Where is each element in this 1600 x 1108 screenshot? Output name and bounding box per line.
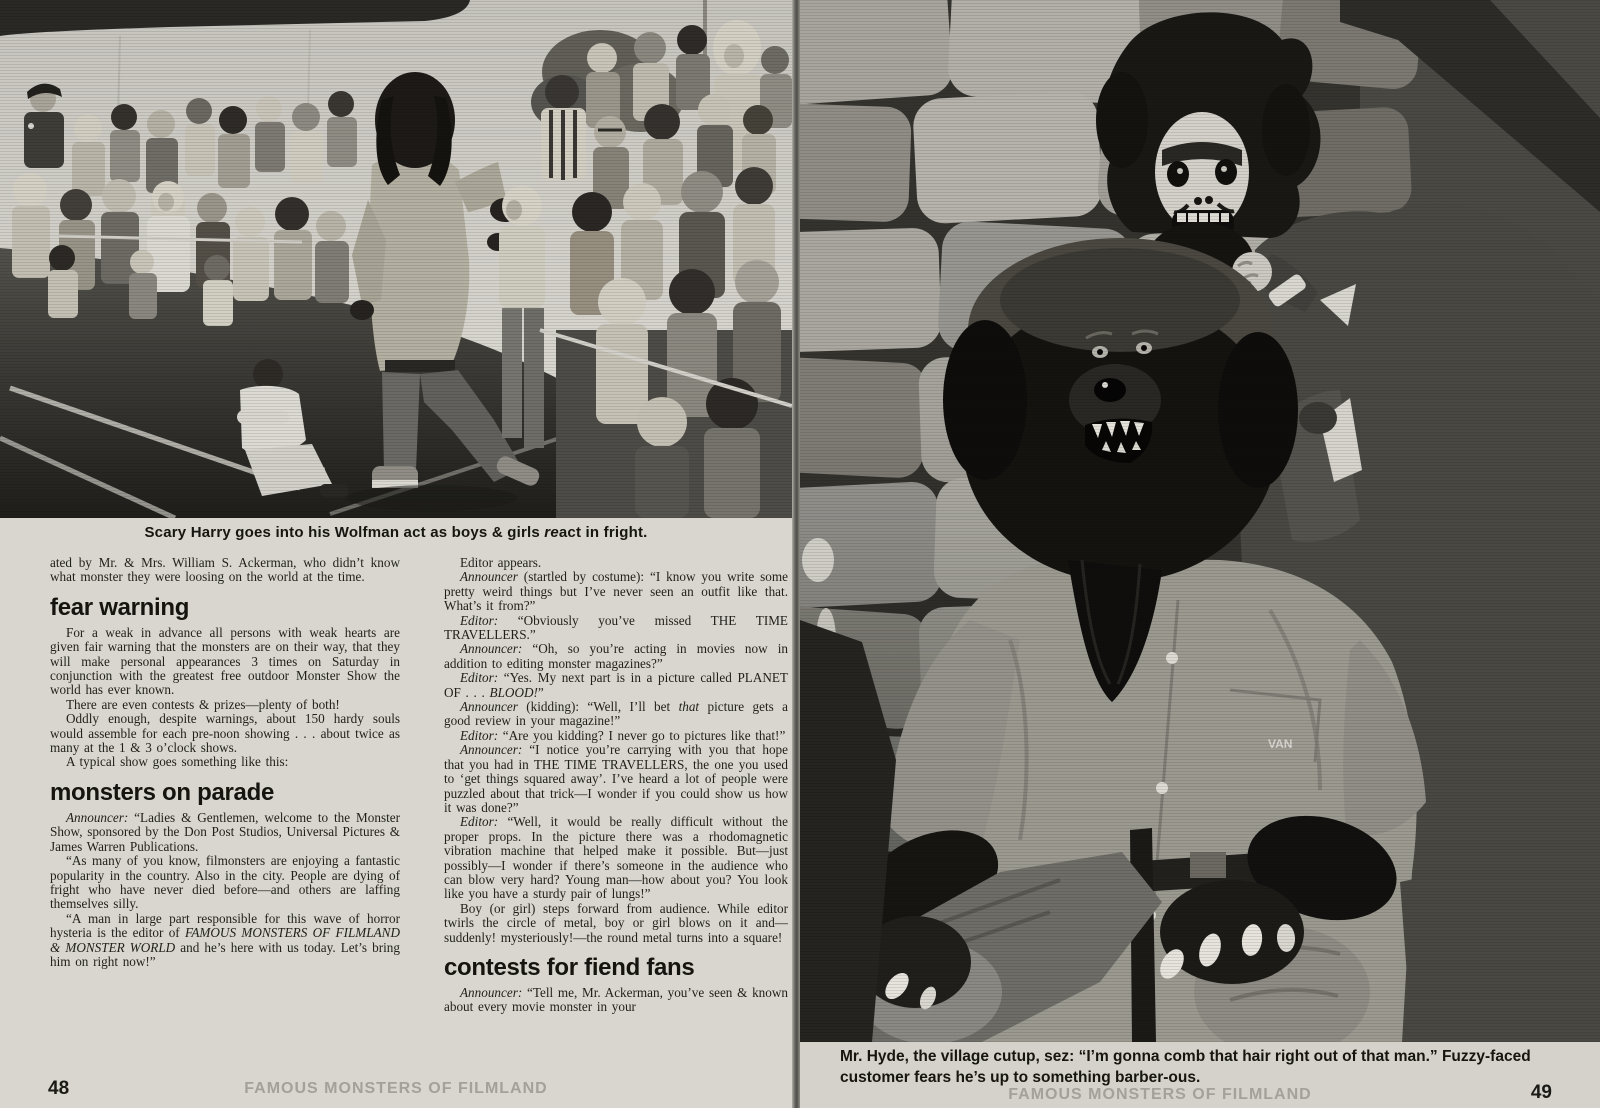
article-paragraph: “A man in large part responsible for this wave of horror hysteria is the editor of FAMOUS MONSTERS OF FILMLAND & MONSTER WORLD and he’s here with us today. Let’s bring him on right now!” <box>50 910 400 969</box>
left-photo-caption: Scary Harry goes into his Wolfman act as boys & girls react in fright. <box>144 524 648 541</box>
hyde-wolfman-photo-art <box>800 0 1600 1042</box>
article-paragraph: Editor: “Are you kidding? I never go to pictures like that!” <box>460 727 786 743</box>
article-column-2 <box>444 556 788 1015</box>
article-paragraph: “As many of you know, filmonsters are enjoying a fantastic popularity in the country. Also in the city. People are dying of fright who have never died before—and others are laffing themselves silly. <box>50 853 400 912</box>
section-heading: monsters on parade <box>50 778 274 806</box>
article-paragraph: Oddly enough, despite warnings, about 150 hardy souls would assemble for each pre-noon showing . . . about twice as many at the 1 & 3 o’clock shows. <box>50 711 400 756</box>
hyde-wolfman-photo <box>800 0 1600 1042</box>
article-column-1 <box>50 556 400 1015</box>
article-paragraph: There are even contests & prizes—plenty of both! <box>66 696 340 712</box>
page-number-right: 49 <box>1530 1082 1552 1103</box>
page-gutter <box>792 0 800 1108</box>
page-48 <box>0 0 792 1108</box>
article-paragraph: Announcer: “Oh, so you’re acting in movies now in addition to editing monster magazines?” <box>444 641 788 671</box>
article-paragraph: Announcer (kidding): “Well, I’ll bet that picture gets a good review in your magazine!” <box>444 699 788 729</box>
left-page-footer <box>0 1078 792 1104</box>
section-heading: contests for fiend fans <box>444 953 695 981</box>
article-paragraph: Announcer: “Tell me, Mr. Ackerman, you’ve seen & known about every movie monster in your <box>444 984 788 1015</box>
article-paragraph: Boy (or girl) steps forward from audience. While editor twirls the circle of metal, boy or girl blows on it and—suddenly! mysteriously!—the round metal turns into a square! <box>444 900 788 945</box>
section-heading: fear warning <box>50 593 190 621</box>
wolfman-crowd-photo-art <box>0 0 792 518</box>
magazine-footer-left: FAMOUS MONSTERS OF FILMLAND <box>244 1080 548 1097</box>
article-paragraph: Announcer: “I notice you’re carrying with you that hope that you had in THE TIME TRAVELLERS, the one you used to ‘get things squared away’. I’ve heard a lot of people were puzzled about that trick—I wonder if you could show us how it was done?” <box>444 742 788 815</box>
article-paragraph: Editor: “Yes. My next part is in a picture called PLANET OF . . . BLOOD!” <box>444 670 788 700</box>
wolfman-crowd-photo <box>0 0 792 518</box>
article-paragraph: Announcer (startled by costume): “I know you write some pretty weird things but I’ve never seen an outfit like that. What’s it from?” <box>444 569 788 614</box>
magazine-footer-right: FAMOUS MONSTERS OF FILMLAND <box>1008 1086 1312 1103</box>
right-photo-caption: Mr. Hyde, the village cutup, sez: “I’m gonna comb that hair right out of that man.” Fuzzy-faced customer fears he’s up to something barber-ous. <box>840 1048 1531 1086</box>
article-paragraph: Announcer: “Ladies & Gentlemen, welcome to the Monster Show, sponsored by the Don Post Studios, Universal Pictures & James Warren Publications. <box>50 809 400 854</box>
article-paragraph: Editor appears. <box>460 555 542 570</box>
page-49 <box>800 0 1600 1108</box>
shirt-label: VAN <box>1268 737 1293 751</box>
article-paragraph: Editor: “Well, it would be really difficult without the proper props. In the picture there was a rhodomagnetic vibration machine that helped make it possible. But—just possibly—I wonder if there’s someone in the audience who can blow very hard? Young man—how about you? You look like you have a sturdy pair of lungs!” <box>444 814 788 902</box>
article-paragraph: A typical show goes something like this: <box>66 754 289 770</box>
article-body <box>50 556 788 1015</box>
page-number-left: 48 <box>48 1078 70 1099</box>
article-paragraph: Editor: “Obviously you’ve missed THE TIME TRAVELLERS.” <box>444 612 788 643</box>
right-caption-strip <box>800 1042 1600 1108</box>
article-paragraph: ated by Mr. & Mrs. William S. Ackerman, who didn’t know what monster they were loosing on the world at the time. <box>50 555 400 585</box>
article-paragraph: For a weak in advance all persons with weak hearts are given fair warning that the monsters are on their way, that they will make personal appearances 3 times on Saturday in conjunction with the greatest free outdoor Monster Show the world has ever known. <box>50 624 400 698</box>
